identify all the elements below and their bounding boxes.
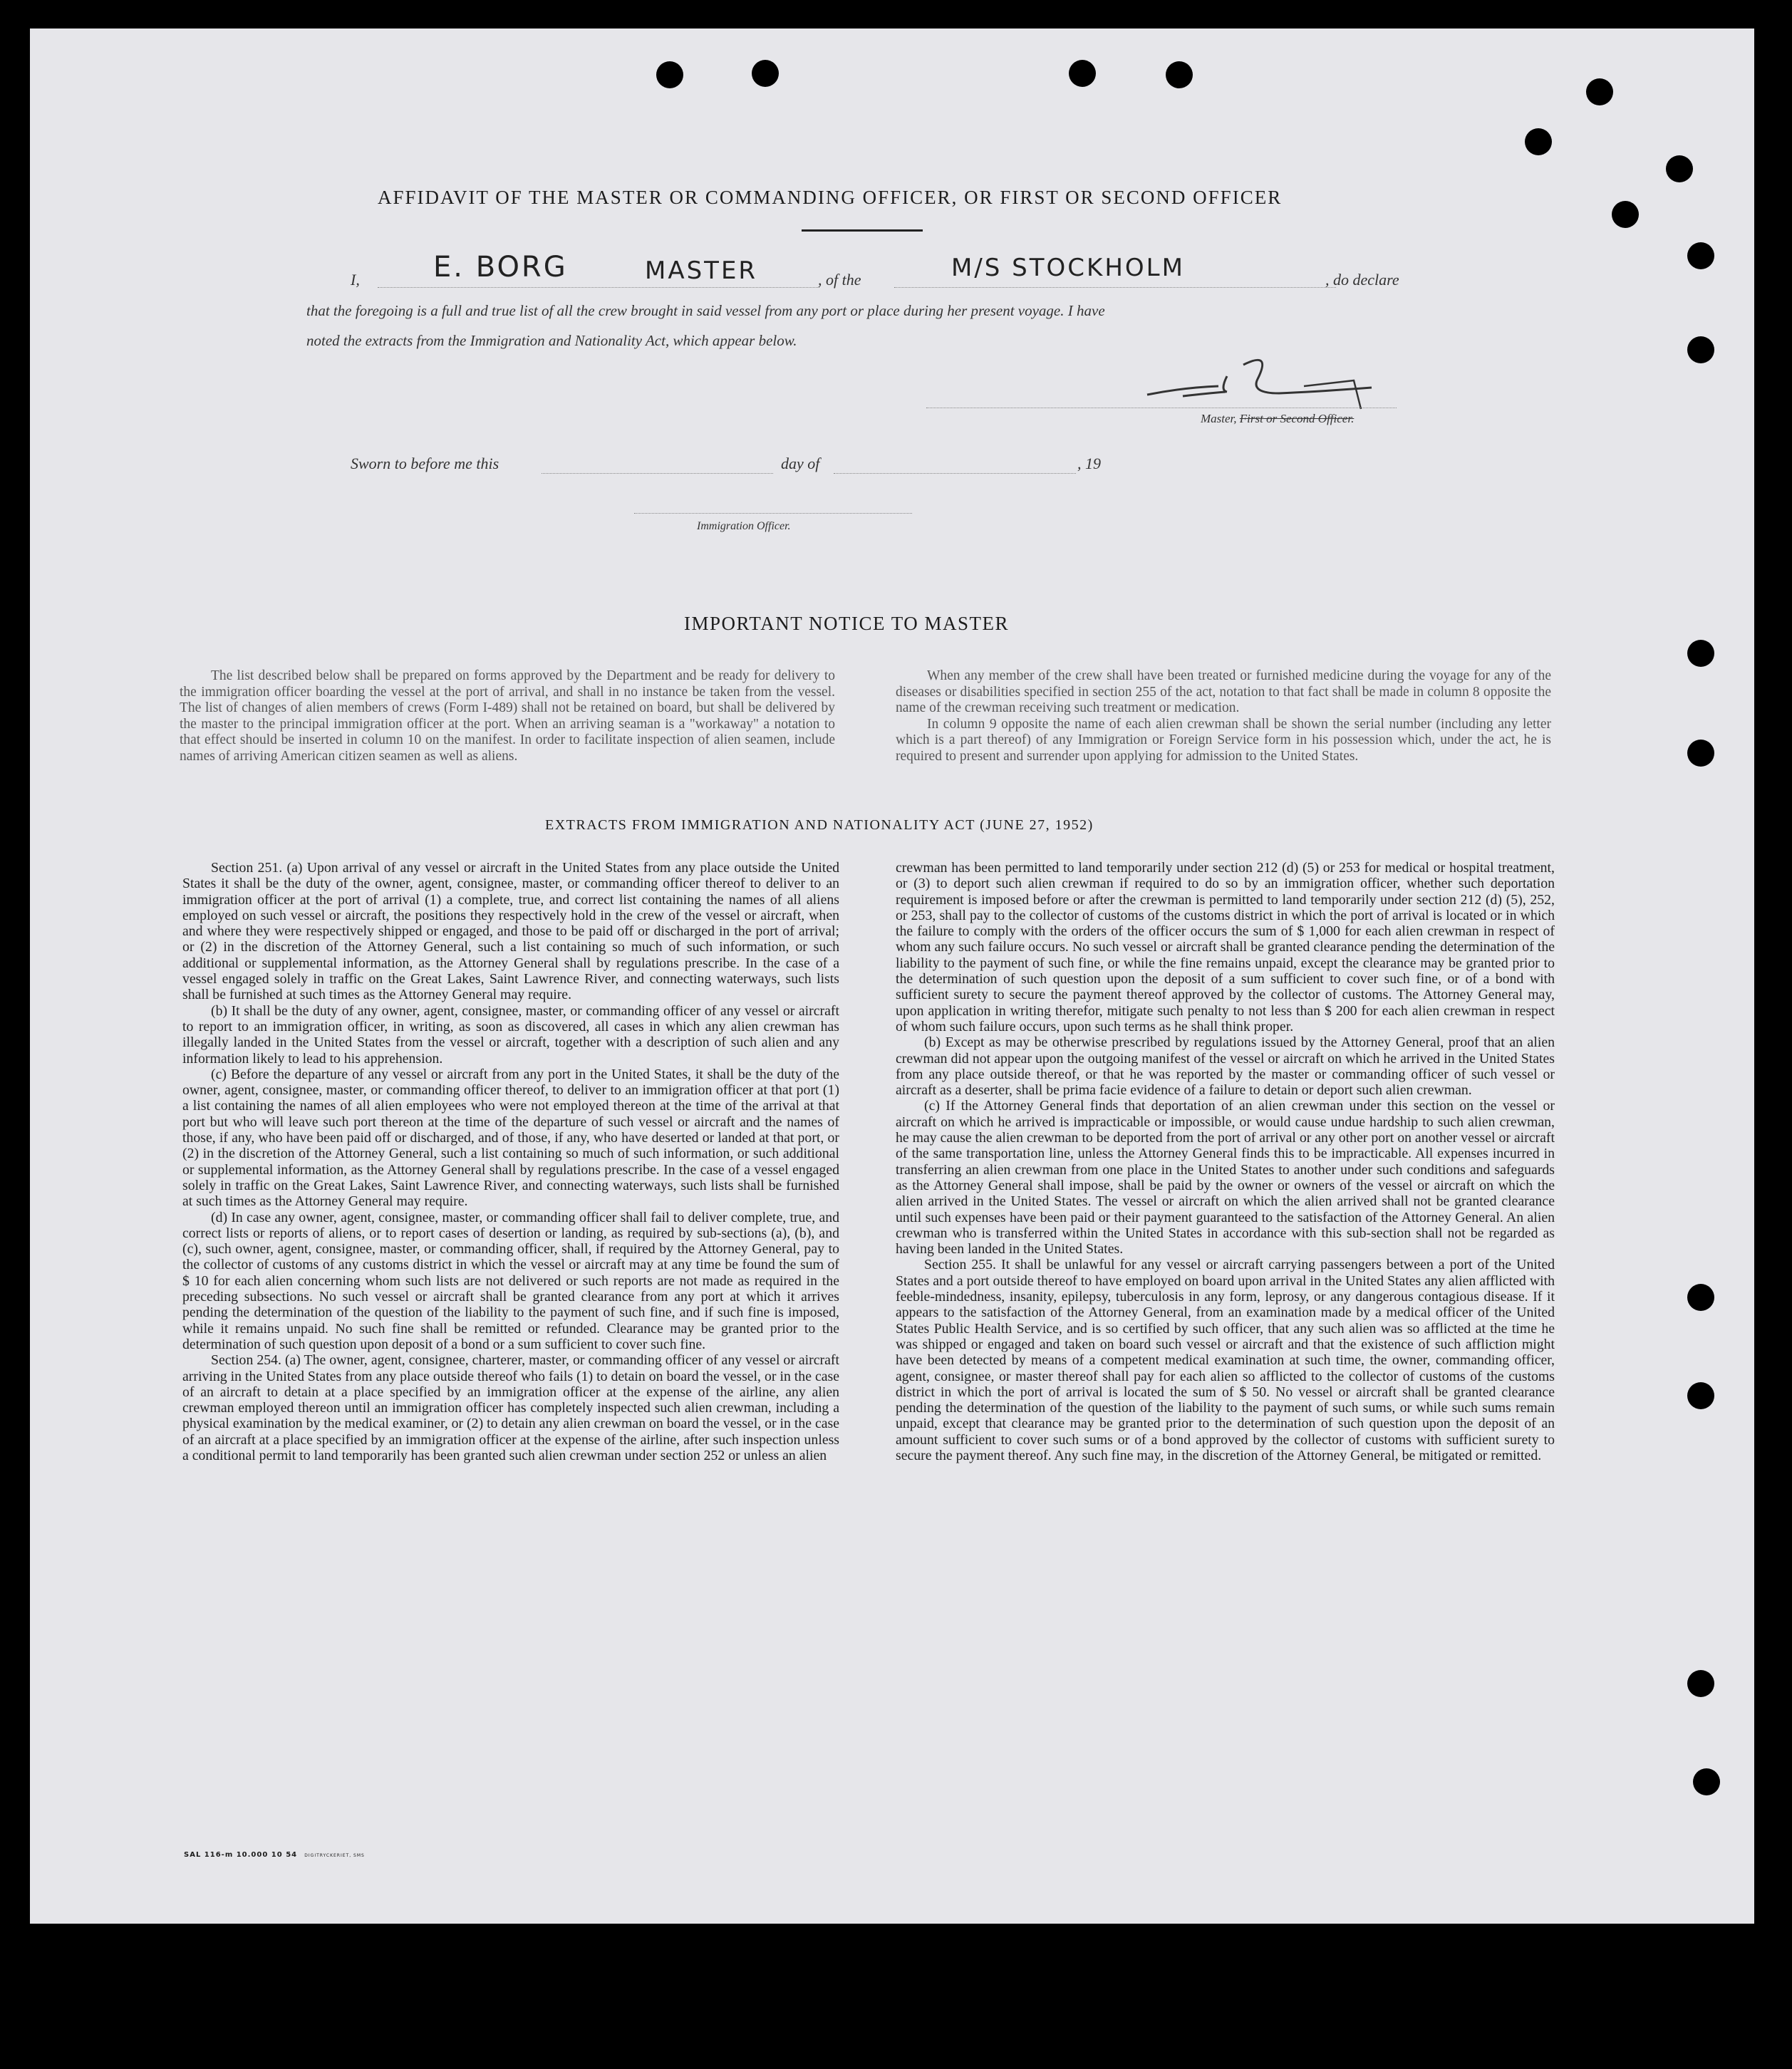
master-caption: Master, bbox=[1201, 412, 1240, 425]
extract-paragraph: (c) Before the departure of any vessel or aircraft from any port in the United States, it shall be the duty of the owner, agent, consignee, master, or commanding officer thereof, to deliver to an immigration officer at that port (1) a list containing the names of all alien employees who were not employed thereon at the time of the arrival at that port but who will leave such port thereon at the time of the departure of such vessel or aircraft and the names of those, if any, who have been paid off or discharged, and of those, if any, who have deserted or landed at that port, or (2) in the discretion of the Attorney General, such a list containing so much of such information, or such additional or supplemental information, as the Attorney General shall by regulations prescribe. In the case of a vessel engaged solely in traffic on the Great Lakes, Saint Lawrence River, and connecting waterways, such lists shall be furnished at such times as the Attorney General may require. bbox=[182, 1066, 839, 1210]
extract-paragraph: Section 251. (a) Upon arrival of any vessel or aircraft in the United States from any place outside the United States it shall be the duty of the owner, agent, consignee, master, or commanding officer thereof to deliver to an immigration officer at the port of arrival (1) a complete, true, and correct list containing the names of all aliens employed on such vessel or aircraft, the positions they respectively hold in the crew of the vessel or aircraft, when and where they were respectively shipped or engaged, and those to be paid off or discharged in the port of arrival; or (2) in the discretion of the Attorney General, such a list containing so much of such information, or such additional or supplemental information, as the Attorney General shall by regulations prescribe. In the case of a vessel engaged solely in traffic on the Great Lakes, Saint Lawrence River, and connecting waterways, such lists shall be furnished at such times as the Attorney General may require. bbox=[182, 860, 839, 1003]
punch-hole bbox=[1525, 128, 1552, 155]
notice-left: The list described below shall be prepared on forms approved by the Department and be ready for delivery to the immigration officer boarding the vessel at the port of arrival, and shall in no instance be taken from the vessel. The list of changes of alien members of crews (Form I-489) shall not be retained on board, but shall be delivered by the master to the principal immigration officer at the port. When an arriving seaman is a "workaway" a notation to that effect should be inserted in column 10 on the manifest. In order to facilitate inspection of alien seamen, include names of arriving American citizen seamen as well as aliens. bbox=[180, 668, 835, 764]
punch-hole bbox=[752, 60, 779, 87]
punch-hole bbox=[1687, 1382, 1714, 1409]
extract-paragraph: (d) In case any owner, agent, consignee, master, or commanding officer shall fail to deliver complete, true, and correct lists or reports of aliens, or to report cases of desertion or landing, as required by sub-sections (a), (b), and (c), such owner, agent, consignee, master, or commanding officer, shall, if required by the Attorney General, pay to the collector of customs of any customs district in which the vessel or aircraft may at any time be found the sum of $ 10 for each alien concerning whom such lists are not delivered or such reports are not made as required in the preceding subsections. No such vessel or aircraft shall be granted clearance from any port at which it arrives pending the determination of the question of the liability to the payment of such fine, and if such fine is imposed, while it remains unpaid. No such fine shall be remitted or refunded. Clearance may be granted prior to the determination of such question upon deposit of a bond or a sum sufficient to cover such fine. bbox=[182, 1209, 839, 1352]
extracts-right-column bbox=[896, 860, 1555, 1463]
master-name: E. BORG bbox=[433, 251, 568, 284]
extract-paragraph: (c) If the Attorney General finds that deportation of an alien crewman under this section on the vessel or aircraft on which he arrived is impracticable or impossible, or would cause undue hardship to such alien crewman, he may cause the alien crewman to be deported from the port of arrival or any other port on another vessel or aircraft of the same transportation line, unless the Attorney General finds this to be impracticable. All expenses incurred in transferring an alien crewman from one place in the United States to another under such conditions and safeguards as the Attorney General shall impose, shall be paid by the owner or owners of the vessel or aircraft on which the alien arrived in the United States. The vessel or aircraft on which the alien arrived shall not be granted clearance until such expenses have been paid or their payment guaranteed to the satisfaction of the Attorney General. An alien crewman who is transferred within the United States in accordance with this sub-section shall not be regarded as having been landed in the United States. bbox=[896, 1098, 1555, 1258]
punch-hole bbox=[656, 61, 683, 88]
printer-mark: DIGITRYCKERIET, SMS bbox=[304, 1853, 365, 1858]
notice-right-paragraph-2: In column 9 opposite the name of each alien crewman shall be shown the serial number (including any letter which is a part thereof) of any Immigration or Foreign Service form in his possession which, under the act, he is required to present and surrender upon applying for admission to the United States. bbox=[896, 716, 1551, 764]
punch-hole bbox=[1687, 1670, 1714, 1697]
punch-hole bbox=[1687, 1284, 1714, 1311]
punch-hole bbox=[1693, 1768, 1720, 1795]
form-code-footer bbox=[184, 1851, 365, 1859]
punch-hole bbox=[1687, 242, 1714, 269]
punch-hole bbox=[1687, 640, 1714, 667]
master-rank: MASTER bbox=[645, 256, 758, 285]
sworn-month-line bbox=[834, 473, 1076, 474]
punch-hole bbox=[1666, 155, 1693, 182]
vessel-line bbox=[894, 287, 1336, 288]
extracts-left-column bbox=[182, 860, 839, 1463]
extract-paragraph: Section 254. (a) The owner, agent, consignee, charterer, master, or commanding officer of any vessel or aircraft arriving in the United States from any place outside thereof who fails (1) to detain on board the vessel, or in the case of an aircraft to detain at a place specified by an immigration officer at the expense of the airline, any alien crewman employed thereon until an immigration officer has completely inspected such alien crewman, including a physical examination by the medical examiner, or (2) to detain any alien crewman on board the vessel, or in the case of an aircraft at a place specified by an immigration officer at the expense of the airline, after such inspection unless a conditional permit to land temporarily has been granted such alien crewman under section 252 or unless an alien bbox=[182, 1352, 840, 1463]
sworn-day-line bbox=[542, 473, 773, 474]
notice-title: IMPORTANT NOTICE TO MASTER bbox=[684, 613, 1009, 634]
punch-hole bbox=[1166, 61, 1193, 88]
i-label: I, bbox=[351, 271, 360, 289]
do-declare-label: , do declare bbox=[1325, 271, 1399, 289]
vessel-name: M/S STOCKHOLM bbox=[951, 254, 1185, 282]
year-label: , 19 bbox=[1077, 455, 1101, 472]
punch-hole bbox=[1069, 60, 1096, 87]
extract-paragraph: crewman has been permitted to land temporarily under section 212 (d) (5) or 253 for medical or hospital treatment, or (3) to deport such alien crewman if required to do so by an immigration officer, whether such deportation requirement is imposed before or after the crewman is permitted to land temporarily under section 212 (d) (5), 252, or 253, shall pay to the collector of customs of the customs district in which the port of arrival is located or in which the failure to comply with the orders of the officer occurs the sum of $ 1,000 for each alien crewman in respect of whom any such failure occurs. No such vessel or aircraft shall be granted clearance pending the determination of the liability to the payment of such fine, or while the fine remains unpaid, except the clearance may be granted prior to the determination of such question upon the deposit of a sum sufficient to cover such fine, or of a bond with sufficient surety to secure the payment thereof approved by the collector of customs. The Attorney General may, upon application in writing therefor, mitigate such penalty to not less than $ 200 for each alien crewman in respect of whom such failure occurs, upon such terms as he shall think proper. bbox=[896, 860, 1555, 1034]
punch-hole bbox=[1687, 336, 1714, 363]
title-divider bbox=[802, 229, 923, 232]
immigration-officer-label: Immigration Officer. bbox=[697, 520, 791, 532]
extract-paragraph: Section 255. It shall be unlawful for any vessel or aircraft carrying passengers between a port of the United States and a port outside thereof to have employed on board upon arrival in the United States any alien afflicted with feeble-mindedness, insanity, epilepsy, tuberculosis in any form, leprosy, or any dangerous contagious disease. If it appears to the satisfaction of the Attorney General, from an examination made by a medical officer of the United States Public Health Service, and is so certified by such officer, that any such alien was so afflicted at the time he was shipped or engaged and taken on board such vessel or aircraft and that the existence of such affliction might have been detected by means of a competent medical examination at such time, the owner, commanding officer, agent, consignee, or master thereof shall pay for each alien so afflicted to the collector of customs of the customs district in which the port of arrival is located the sum of $ 50. No vessel or aircraft shall be granted clearance pending the determination of the question of the liability to the payment of such sums, or while such sums remain unpaid, except that clearance may be granted prior to the determination of such question upon the deposit of an amount sufficient to cover such sums or of a bond approved by the collector of customs with sufficient surety to secure the payment thereof. Any such fine may, in the discretion of the Attorney General, be mitigated or remitted. bbox=[896, 1257, 1555, 1463]
punch-hole bbox=[1586, 78, 1613, 105]
sworn-label: Sworn to before me this bbox=[351, 455, 499, 472]
notice-right-paragraph-1: When any member of the crew shall have been treated or furnished medicine during the voyage for any of the diseases or disabilities specified in section 255 of the act, notation to that fact shall be made in column 8 opposite the name of the crewman receiving such treatment or medication. bbox=[896, 668, 1551, 716]
extract-paragraph: (b) It shall be the duty of any owner, agent, consignee, master, or commanding officer of any vessel or aircraft to report to an immigration officer, in writing, as soon as discovered, all cases in which any alien crewman has illegally landed in the United States from the vessel or aircraft, together with a description of such alien and any information likely to lead to his apprehension. bbox=[182, 1002, 839, 1067]
day-of-label: day of bbox=[781, 455, 820, 472]
extracts-title: EXTRACTS FROM IMMIGRATION AND NATIONALITY ACT (JUNE 27, 1952) bbox=[545, 817, 1094, 833]
of-the-label: , of the bbox=[818, 271, 861, 289]
affidavit-title: AFFIDAVIT OF THE MASTER OR COMMANDING OFFICER, OR FIRST OR SECOND OFFICER bbox=[378, 187, 1283, 208]
punch-hole bbox=[1612, 201, 1639, 228]
extract-paragraph: (b) Except as may be otherwise prescribed by regulations issued by the Attorney General, proof that an alien crewman did not appear upon the outgoing manifest of the vessel or aircraft on which he arrived in the United States from any place outside thereof, or that he was reported by the master or commanding officer of such vessel or aircraft as a deserter, shall be prima facie evidence of a failure to detain or deport such alien crewman. bbox=[896, 1034, 1555, 1099]
notice-right bbox=[896, 668, 1551, 765]
officer-line bbox=[634, 513, 912, 514]
struck-officer-caption: First or Second Officer. bbox=[1239, 412, 1355, 425]
punch-hole bbox=[1687, 740, 1714, 767]
declaration-line-2: noted the extracts from the Immigration and Nationality Act, which appear below. bbox=[306, 332, 797, 349]
signature-caption bbox=[1201, 412, 1354, 426]
name-line bbox=[378, 287, 819, 288]
declaration-line-1: that the foregoing is a full and true list of all the crew brought in said vessel from any port or place during her present voyage. I have bbox=[306, 302, 1105, 319]
form-code: SAL 116-m 10.000 10 54 bbox=[184, 1851, 298, 1859]
